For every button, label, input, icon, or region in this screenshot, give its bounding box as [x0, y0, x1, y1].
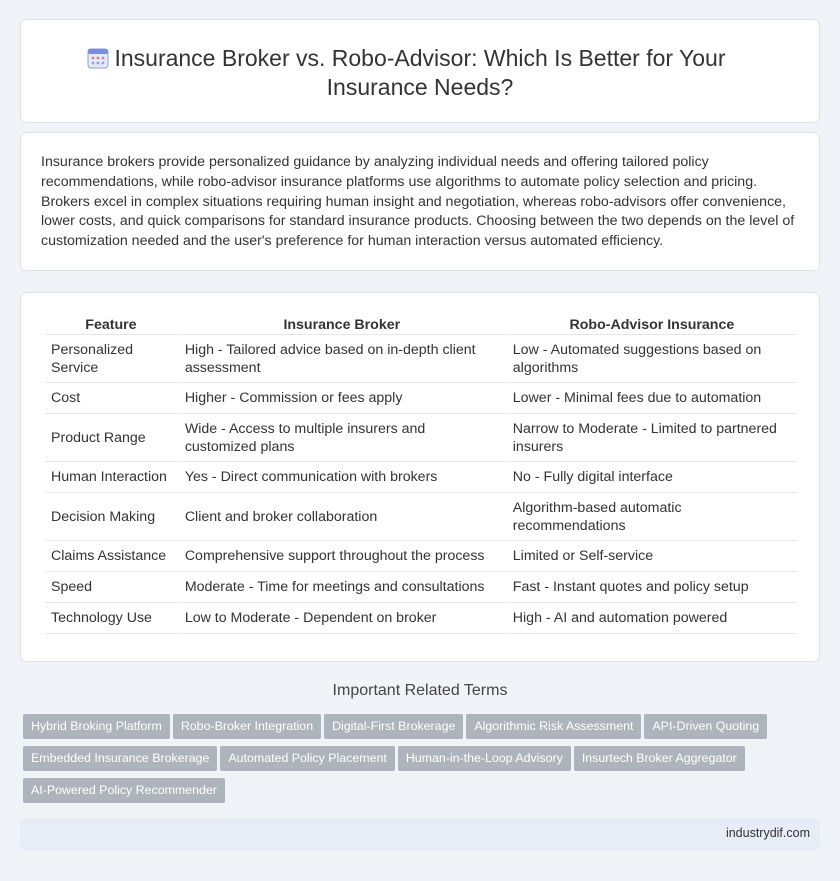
table-header-robo: Robo-Advisor Insurance [507, 315, 797, 335]
table-cell-robo: Lower - Minimal fees due to automation [507, 383, 797, 414]
table-cell-robo: High - AI and automation powered [507, 603, 797, 634]
table-cell-robo: Algorithm-based automatic recommendations [507, 493, 797, 541]
table-cell-robo: Limited or Self-service [507, 541, 797, 572]
table-row [45, 572, 797, 603]
term-tag[interactable]: Embedded Insurance Brokerage [23, 746, 217, 771]
table-cell-robo: Fast - Instant quotes and policy setup [507, 572, 797, 603]
table-cell-feature: Speed [45, 572, 177, 603]
table-row [45, 335, 797, 383]
table-header-feature: Feature [45, 315, 177, 335]
table-cell-robo: Narrow to Moderate - Limited to partnered insurers [507, 414, 797, 462]
term-tag[interactable]: Algorithmic Risk Assessment [466, 714, 641, 739]
term-tag[interactable]: API-Driven Quoting [644, 714, 767, 739]
table-cell-broker: High - Tailored advice based on in-depth client assessment [179, 335, 505, 383]
table-row [45, 414, 797, 462]
term-tag[interactable]: Digital-First Brokerage [324, 714, 463, 739]
comparison-table-card [20, 292, 820, 662]
table-cell-feature: Technology Use [45, 603, 177, 634]
table-cell-feature: Decision Making [45, 493, 177, 541]
table-cell-broker: Higher - Commission or fees apply [179, 383, 505, 414]
table-row [45, 541, 797, 572]
table-cell-broker: Wide - Access to multiple insurers and customized plans [179, 414, 505, 462]
term-tag[interactable]: Insurtech Broker Aggregator [574, 746, 745, 771]
table-cell-feature: Cost [45, 383, 177, 414]
term-tag[interactable]: Human-in-the-Loop Advisory [398, 746, 571, 771]
table-cell-broker: Moderate - Time for meetings and consultations [179, 572, 505, 603]
term-tag[interactable]: Automated Policy Placement [220, 746, 394, 771]
table-cell-broker: Comprehensive support throughout the process [179, 541, 505, 572]
table-header-broker: Insurance Broker [179, 315, 505, 335]
page-title: Insurance Broker vs. Robo-Advisor: Which Is Better for Your Insurance Needs? [114, 45, 726, 100]
table-cell-feature: Personalized Service [45, 335, 177, 383]
table-cell-feature: Claims Assistance [45, 541, 177, 572]
table-row [45, 493, 797, 541]
related-terms-title: Important Related Terms [332, 682, 508, 699]
summary-card [20, 132, 820, 271]
table-row [45, 603, 797, 634]
table-cell-broker: Yes - Direct communication with brokers [179, 462, 505, 493]
table-cell-feature: Human Interaction [45, 462, 177, 493]
table-cell-feature: Product Range [45, 414, 177, 462]
header-card [20, 19, 820, 123]
table-cell-robo: Low - Automated suggestions based on algorithms [507, 335, 797, 383]
footer-site-link[interactable]: industrydif.com [725, 826, 810, 840]
table-cell-broker: Client and broker collaboration [179, 493, 505, 541]
related-terms-list [23, 714, 803, 810]
footer [20, 818, 820, 850]
table-row [45, 383, 797, 414]
table-cell-broker: Low to Moderate - Dependent on broker [179, 603, 505, 634]
term-tag[interactable]: Robo-Broker Integration [173, 714, 321, 739]
summary-text: Insurance brokers provide personalized guidance by analyzing individual needs and offering tailored policy recommendations, while robo-advisor insurance platforms use algorithms to automate policy selection and pricing. Brokers excel in complex situations requiring human insight and negotiation, whereas robo-advisors offer convenience, lower costs, and quick comparisons for standard insurance products. Choosing between the two depends on the level of customization needed and the user's preference for human interaction versus automated efficiency. [41, 154, 795, 250]
table-row [45, 462, 797, 493]
table-cell-robo: No - Fully digital interface [507, 462, 797, 493]
term-tag[interactable]: Hybrid Broking Platform [23, 714, 170, 739]
term-tag[interactable]: AI-Powered Policy Recommender [23, 778, 225, 803]
comparison-table [43, 315, 799, 634]
